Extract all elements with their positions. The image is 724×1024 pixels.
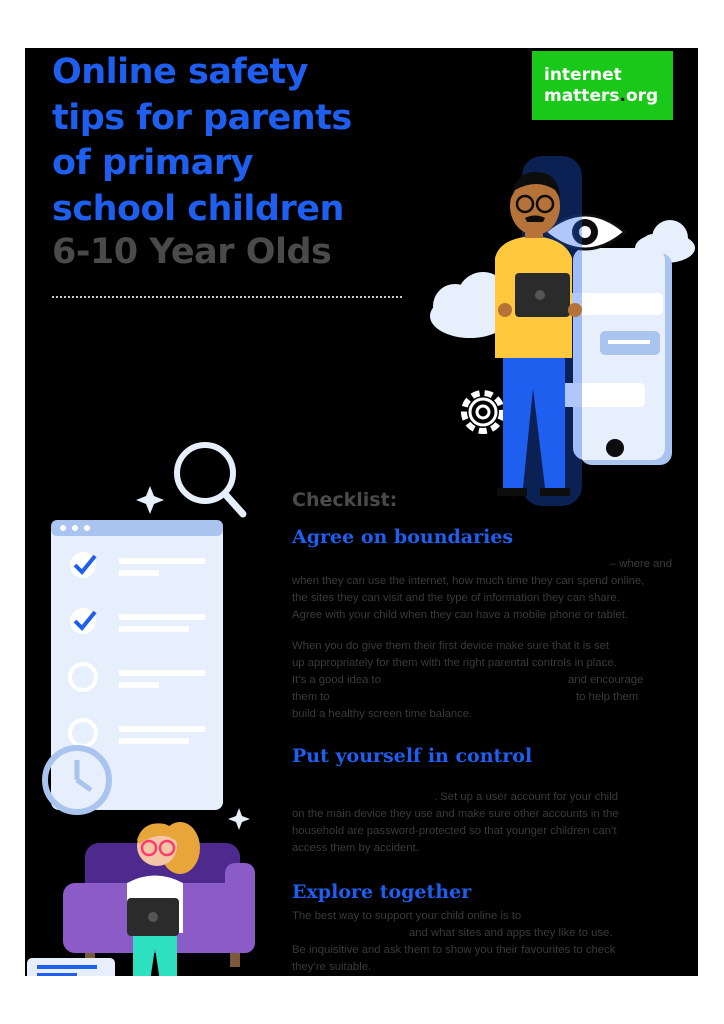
logo-word: org — [625, 86, 659, 106]
text-fragment: to help them — [576, 691, 639, 703]
boundaries-paragraph-1 — [292, 556, 672, 624]
page-subtitle: 6-10 Year Olds — [52, 232, 332, 272]
sparkle-icon — [228, 808, 250, 830]
title-line: school children — [52, 188, 344, 229]
sparkle-icon — [136, 486, 164, 514]
section-heading-boundaries: Agree on boundaries — [292, 526, 514, 548]
title-line: of primary — [52, 143, 253, 183]
section-heading-explore: Explore together — [292, 881, 472, 903]
text-fragment: and encourage — [568, 674, 644, 686]
leaflet-panel — [25, 48, 698, 976]
text-line: – where and — [609, 558, 672, 570]
text-line: build a healthy screen time balance. — [292, 708, 473, 720]
logo-line1: internet — [544, 65, 622, 85]
text-fragment: It’s a good idea to — [292, 674, 381, 686]
speech-bubble — [27, 958, 115, 976]
text-line: household are password-protected so that younger children can’t — [292, 825, 617, 837]
text-fragment: them to — [292, 691, 330, 703]
text-line: Agree with your child when they can have a mobile phone or tablet. — [292, 609, 628, 621]
text-line: The best way to support your child online is to — [292, 910, 522, 922]
text-line: up appropriately for them with the right parental controls in place. — [292, 657, 617, 669]
section-heading-control: Put yourself in control — [292, 745, 533, 767]
control-paragraph — [292, 789, 672, 857]
text-line: Be inquisitive and ask them to show you their favourites to check — [292, 944, 616, 956]
text-line — [292, 689, 672, 706]
child-illustration — [25, 428, 285, 976]
text-line: the sites they can visit and the type of information they can share. — [292, 592, 620, 604]
magnifier-icon — [177, 445, 243, 514]
text-line: and what sites and apps they like to use. — [409, 927, 613, 939]
logo-word: matters — [544, 86, 620, 106]
text-line: on the main device they use and make sure other accounts in the — [292, 808, 619, 820]
parent-figure — [495, 156, 582, 506]
gear-icon — [464, 393, 502, 431]
text-line: they’re suitable. — [292, 961, 372, 973]
explore-paragraph — [292, 908, 672, 976]
logo-dot: . — [619, 86, 626, 106]
text-line: When you do give them their first device make sure that it is set — [292, 640, 610, 652]
checklist-heading: Checklist: — [292, 489, 398, 511]
text-line: . Set up a user account for your child — [434, 791, 618, 803]
text-line: when they can use the internet, how much time they can spend online, — [292, 575, 645, 587]
title-line: tips for parents — [52, 97, 352, 138]
boundaries-paragraph-2 — [292, 638, 672, 723]
text-line: access them by accident. — [292, 842, 419, 854]
text-line — [292, 672, 672, 689]
title-line: Online safety — [52, 52, 308, 92]
